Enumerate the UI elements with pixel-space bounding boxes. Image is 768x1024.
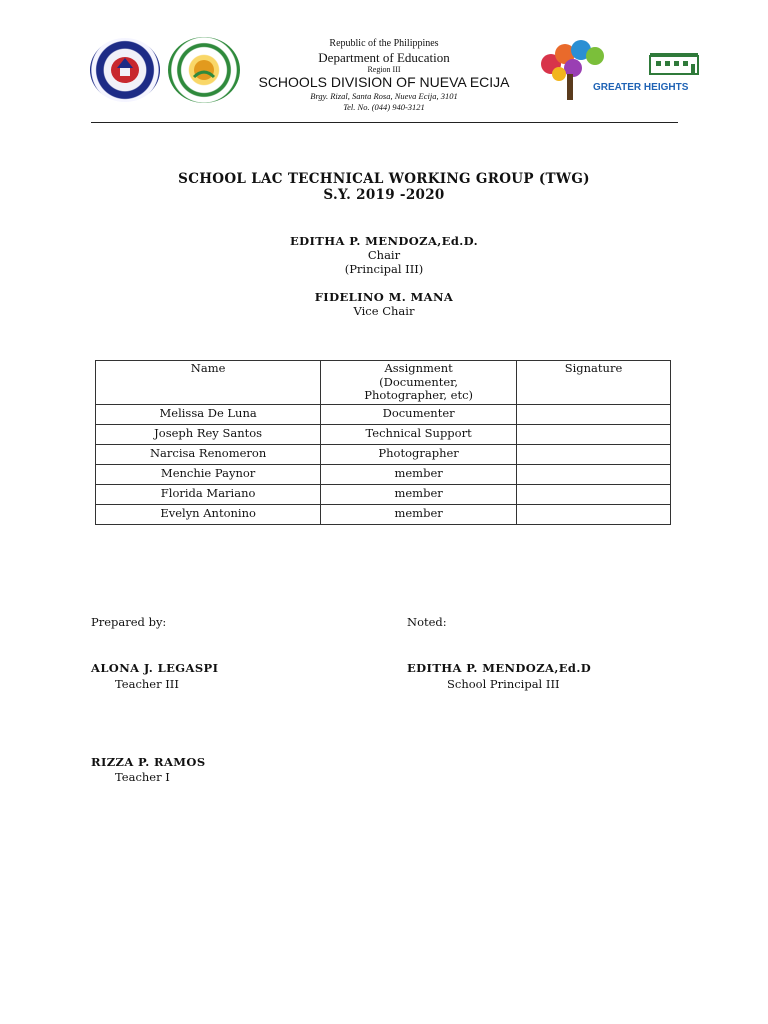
table-row — [96, 504, 671, 524]
chair-name: EDITHA P. MENDOZA,Ed.D. — [289, 234, 479, 248]
noter-role: School Principal III — [447, 677, 560, 691]
member-signature — [517, 404, 671, 424]
deped-seal-logo — [90, 38, 160, 102]
document-title: SCHOOL LAC TECHNICAL WORKING GROUP (TWG) — [178, 171, 590, 187]
members-table — [95, 360, 671, 525]
member-name: Florida Mariano — [96, 484, 321, 504]
table-row — [96, 444, 671, 464]
member-name: Narcisa Renomeron — [96, 444, 321, 464]
preparer2-name: RIZZA P. RAMOS — [91, 755, 206, 769]
member-name: Melissa De Luna — [96, 404, 321, 424]
greater-heights-logo — [533, 40, 689, 108]
school-building-logo — [648, 50, 700, 76]
assignment-header-line2: (Documenter, — [379, 374, 459, 389]
table-row — [96, 464, 671, 484]
preparer1-role: Teacher III — [115, 677, 179, 691]
member-assignment: member — [321, 504, 517, 524]
assignment-column-header — [321, 361, 517, 405]
member-signature — [517, 464, 671, 484]
preparer2-role: Teacher I — [115, 770, 170, 784]
vice-chair-name: FIDELINO M. MANA — [314, 290, 454, 304]
table-header-row — [96, 361, 671, 405]
greater-heights-text: GREATER HEIGHTS — [593, 82, 689, 93]
member-assignment: member — [321, 484, 517, 504]
noter-name: EDITHA P. MENDOZA,Ed.D — [407, 661, 592, 675]
member-signature — [517, 484, 671, 504]
table-row — [96, 484, 671, 504]
table-row — [96, 424, 671, 444]
department-text: Department of Education — [318, 50, 450, 65]
division-text: SCHOOLS DIVISION OF NUEVA ECIJA — [258, 74, 510, 90]
region-text: Region III — [367, 65, 401, 74]
division-seal-logo — [168, 37, 240, 103]
header-divider — [91, 122, 678, 123]
republic-text: Republic of the Philippines — [329, 38, 439, 49]
member-signature — [517, 444, 671, 464]
member-name: Joseph Rey Santos — [96, 424, 321, 444]
vice-chair-role: Vice Chair — [353, 304, 415, 318]
chair-role: Chair — [367, 248, 401, 262]
telephone-text: Tel. No. (044) 940-3121 — [343, 102, 425, 112]
prepared-by-label: Prepared by: — [91, 615, 167, 629]
noted-label: Noted: — [407, 615, 447, 629]
chair-position: (Principal III) — [344, 262, 424, 276]
member-signature — [517, 424, 671, 444]
member-assignment: Documenter — [321, 404, 517, 424]
preparer1-name: ALONA J. LEGASPI — [91, 661, 219, 675]
member-assignment: member — [321, 464, 517, 484]
school-year: S.Y. 2019 -2020 — [323, 187, 445, 203]
assignment-header-line1: Assignment — [384, 361, 453, 375]
member-name: Evelyn Antonino — [96, 504, 321, 524]
member-name: Menchie Paynor — [96, 464, 321, 484]
signature-column-header: Signature — [517, 361, 671, 405]
table-row — [96, 404, 671, 424]
member-signature — [517, 504, 671, 524]
address-text: Brgy. Rizal, Santa Rosa, Nueva Ecija, 3101 — [310, 91, 458, 101]
member-assignment: Technical Support — [321, 424, 517, 444]
assignment-header-line3: Photographer, etc) — [364, 388, 474, 402]
member-assignment: Photographer — [321, 444, 517, 464]
name-column-header: Name — [96, 361, 321, 405]
